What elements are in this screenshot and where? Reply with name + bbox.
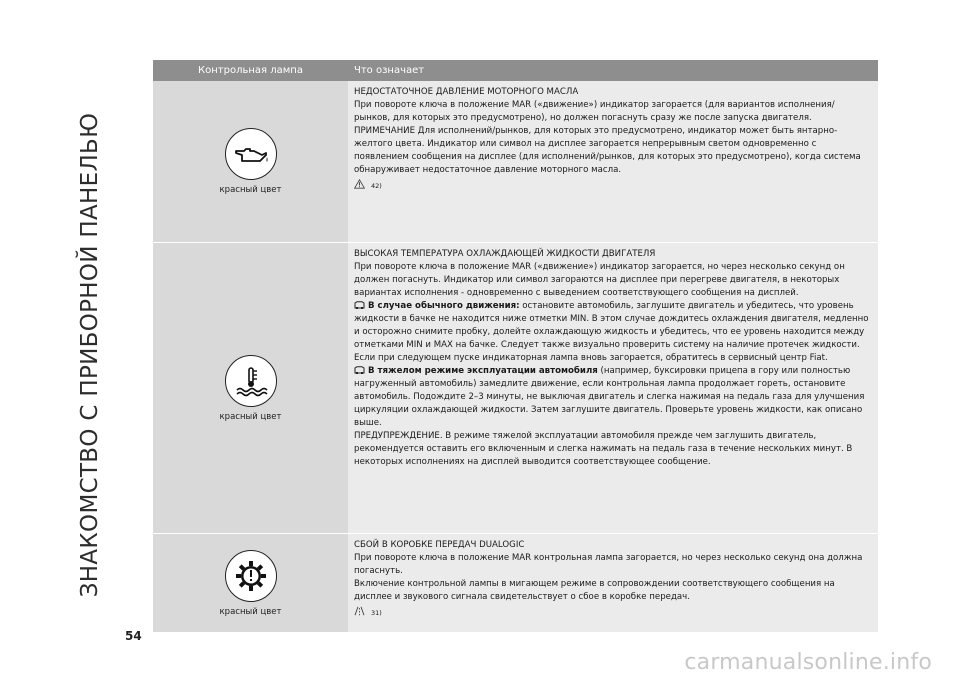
lamp-cell [153,534,348,632]
row-note: ПРИМЕЧАНИЕ Для исполнений/рынков, для которых это предусмотрено, индикатор может быть янтарно-желтого цвета. Индикатор или символ на дисплее загорается непрерывным светом одновременно с появлением сообщения на дисплее (для исполнений/рынков, для которых это предусмотрено), когда система обнаруживает недостаточное давление моторного масла. [354,126,861,175]
car-icon [354,301,365,309]
normal-driving-text: остановите автомобиль, заглушите двигатель и убедитесь, что уровень жидкости в бачке не находится ниже отметки MIN. В этом случае дождитесь охлаждения двигателя, медленно и осторожно снимите пробку, долейте охлаждающую жидкость и убедитесь, что ее уровень находится между отметками MIN и MAX на бачке. Следует также визуально проверить систему на наличие протечек жидкости. Если при следующем пуске индикаторная лампа вновь загорается, обратитесь в сервисный центр Fiat. [354,301,869,363]
row-paragraph: При повороте ключа в положение MAR контрольная лампа загорается, но через несколько секунд она должна погаснуть. [354,553,863,576]
row-paragraph [354,300,870,365]
watermark: carmanualsonline.info [684,650,932,675]
coolant-temperature-icon [225,355,277,407]
table-row [153,243,878,534]
row-paragraph: При повороте ключа в положение MAR («движение») индикатор загорается (для вариантов исполнения/рынков, для которых это предусмотрено), но должен погаснуть сразу же после запуска двигателя. [354,100,835,123]
meaning-cell [348,243,878,533]
table-header [153,60,878,81]
reference-number: 42) [371,182,382,190]
reference [354,606,870,621]
lamp-cell [153,81,348,242]
header-meaning: Что означает [354,65,425,76]
table-row [153,81,878,243]
header-lamp: Контрольная лампа [198,65,303,76]
row-title: СБОЙ В КОРОБКЕ ПЕРЕДАЧ DUALOGIC [354,540,525,550]
oil-can-icon [225,128,277,180]
road-icon [354,606,365,621]
gearbox-failure-icon [225,550,277,602]
reference [354,179,870,194]
page-number: 54 [125,629,142,643]
heavy-duty-label: В тяжелом режиме эксплуатации автомобиля [368,366,598,376]
row-title: НЕДОСТАТОЧНОЕ ДАВЛЕНИЕ МОТОРНОГО МАСЛА [354,87,579,97]
warning-triangle-icon [354,179,365,194]
meaning-cell [348,534,878,632]
heavy-duty-text: (например, буксировки прицепа в гору или полностью нагруженный автомобиль) замедлите движение, если контрольная лампа продолжает гореть, остановите автомобиль. Подождите 2–3 минуты, не выключая двигатель и слегка нажимая на педаль газа для улучшения циркуляции охлаждающей жидкости. Затем заглушите двигатель. Проверьте уровень жидкости, как описано выше. [354,366,865,428]
row-paragraph: Включение контрольной лампы в мигающем режиме в сопровождении соответствующего сообщения на дисплее и звукового сигнала свидетельствует о сбое в коробке передач. [354,579,835,602]
row-warning: ПРЕДУПРЕЖДЕНИЕ. В режиме тяжелой эксплуатации автомобиля прежде чем заглушить двигатель, рекомендуется оставить его включенным и слегка нажимать на педаль газа в течение нескольких минут. В некоторых исполнениях на дисплей выводится соответствующее сообщение. [354,431,853,467]
lamp-cell [153,243,348,533]
row-paragraph [354,365,870,430]
chapter-title: ЗНАКОМСТВО С ПРИБОРНОЙ ПАНЕЛЬЮ [77,112,103,598]
normal-driving-label: В случае обычного движения: [368,301,520,311]
table-row [153,534,878,633]
warning-lamp-table [153,60,878,633]
car-icon [354,366,365,374]
row-title: ВЫСОКАЯ ТЕМПЕРАТУРА ОХЛАЖДАЮЩЕЙ ЖИДКОСТИ ДВИГАТЕЛЯ [354,249,656,259]
row-paragraph: При повороте ключа в положение MAR («движение») индикатор загорается, но через несколько секунд он должен погаснуть. Индикатор или символ загораются на дисплее при перегреве двигателя, в некоторых вариантах исполнения - одновременно с выведением соответствующего сообщения на дисплей. [354,262,845,298]
lamp-color-caption: красный цвет [219,185,282,195]
lamp-color-caption: красный цвет [219,411,282,422]
reference-number: 31) [371,609,382,617]
lamp-color-caption: красный цвет [219,606,282,617]
meaning-cell [348,81,878,242]
